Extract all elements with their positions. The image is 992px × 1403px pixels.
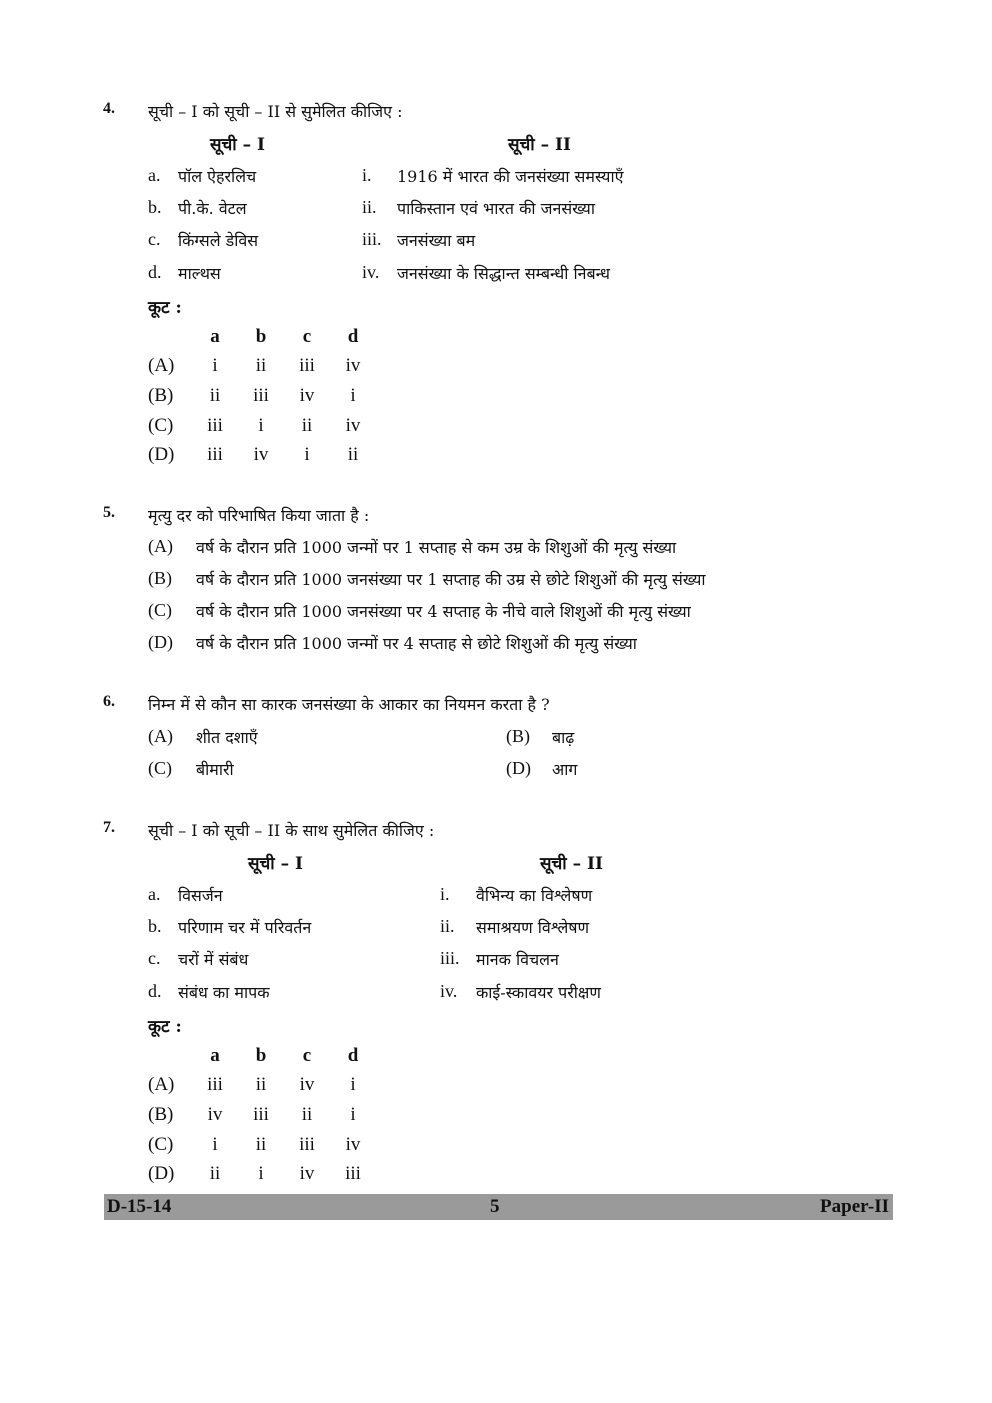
list1-item: संबंध का मापक xyxy=(178,983,270,1002)
code-cell: iii xyxy=(253,1103,269,1125)
option-text: आग xyxy=(552,760,578,779)
code-cell: ii xyxy=(255,1133,267,1155)
list1-item: परिणाम चर में परिवर्तन xyxy=(178,918,312,937)
option-text: शीत दशाएँ xyxy=(196,728,258,747)
footer-paper-code: D-15-14 xyxy=(107,1196,172,1217)
list1-label: a. xyxy=(148,884,161,904)
list2-header: सूची – II xyxy=(508,135,571,155)
code-column-header: a xyxy=(210,325,220,347)
code-header-row xyxy=(148,1041,376,1071)
list1-item: चरों में संबंध xyxy=(178,950,249,969)
code-row xyxy=(148,352,376,382)
list1-label: b. xyxy=(148,197,162,217)
list2-item: 1916 में भारत की जनसंख्या समस्याएँ xyxy=(397,167,624,186)
list1-item: किंग्सले डेविस xyxy=(178,231,259,250)
list1-label: a. xyxy=(148,165,161,185)
option-label: (A) xyxy=(148,726,173,746)
code-cell: i xyxy=(258,1163,264,1185)
code-cell: iv xyxy=(299,384,315,406)
code-cell: ii xyxy=(255,355,267,377)
code-option: (A) xyxy=(148,355,175,377)
code-row xyxy=(148,1100,376,1130)
question-number: 6. xyxy=(103,693,115,710)
question-text: सूची – I को सूची – II से सुमेलित कीजिए : xyxy=(148,102,403,121)
code-cell: iv xyxy=(253,444,269,466)
list2-label: iv. xyxy=(362,262,380,282)
footer-page-number: 5 xyxy=(490,1196,500,1217)
code-row xyxy=(148,1071,376,1101)
code-cell: i xyxy=(350,1103,356,1125)
code-cell: ii xyxy=(301,1103,313,1125)
list2-header: सूची – II xyxy=(540,854,603,874)
list1-label: d. xyxy=(148,981,162,1001)
option-label: (B) xyxy=(148,568,172,588)
code-column-header: b xyxy=(255,1044,267,1066)
code-option: (D) xyxy=(148,1163,175,1185)
list2-label: iii. xyxy=(362,229,382,249)
option-text: बाढ़ xyxy=(552,728,575,747)
code-cell: i xyxy=(350,1074,356,1096)
option-label: (C) xyxy=(148,600,172,620)
code-cell: i xyxy=(258,414,264,436)
code-cell: iv xyxy=(345,355,361,377)
code-cell: iv xyxy=(345,414,361,436)
list2-label: i. xyxy=(440,884,450,904)
list1-header: सूची – I xyxy=(210,135,265,155)
option-text: वर्ष के दौरान प्रति 1000 जनसंख्या पर 1 सप्ताह की उम्र से छोटे शिशुओं की मृत्यु संख्या xyxy=(196,570,706,589)
list2-item: जनसंख्या बम xyxy=(397,231,476,250)
option-text: वर्ष के दौरान प्रति 1000 जन्मों पर 4 सप्ताह से छोटे शिशुओं की मृत्यु संख्या xyxy=(196,634,637,653)
list2-label: iv. xyxy=(440,981,458,1001)
list2-label: ii. xyxy=(440,916,455,936)
code-column-header: b xyxy=(255,325,267,347)
code-cell: i xyxy=(304,444,310,466)
list2-item: काई-स्कावयर परीक्षण xyxy=(476,983,601,1002)
code-row xyxy=(148,1130,376,1160)
list1-label: b. xyxy=(148,916,162,936)
code-cell: iii xyxy=(299,355,315,377)
code-cell: ii xyxy=(209,384,221,406)
code-cell: iii xyxy=(207,444,223,466)
list1-label: c. xyxy=(148,229,161,249)
code-table xyxy=(148,1041,376,1189)
code-table xyxy=(148,322,376,470)
question-number: 4. xyxy=(103,100,115,117)
question-number: 7. xyxy=(103,819,115,836)
footer-paper-name: Paper-II xyxy=(820,1196,889,1217)
code-column-header: a xyxy=(210,1044,220,1066)
question-text: निम्न में से कौन सा कारक जनसंख्या के आकार का नियमन करता है ? xyxy=(148,695,550,714)
code-option: (C) xyxy=(148,414,174,436)
code-label: कूट : xyxy=(148,298,182,318)
code-row xyxy=(148,440,376,470)
code-cell: iv xyxy=(207,1103,223,1125)
code-option: (A) xyxy=(148,1074,175,1096)
code-cell: iii xyxy=(299,1133,315,1155)
question-text: मृत्यु दर को परिभाषित किया जाता है : xyxy=(148,506,370,525)
code-row xyxy=(148,381,376,411)
code-cell: iii xyxy=(253,384,269,406)
list2-label: i. xyxy=(362,165,372,185)
code-cell: i xyxy=(212,1133,218,1155)
list1-item: माल्थस xyxy=(178,264,221,283)
option-label: (D) xyxy=(148,632,173,652)
list1-label: c. xyxy=(148,948,161,968)
code-row xyxy=(148,1159,376,1189)
code-cell: i xyxy=(350,384,356,406)
list2-item: मानक विचलन xyxy=(476,950,559,969)
code-cell: ii xyxy=(255,1074,267,1096)
code-cell: iii xyxy=(207,414,223,436)
code-cell: iv xyxy=(299,1074,315,1096)
code-option: (B) xyxy=(148,384,174,406)
list2-item: वैभिन्य का विश्लेषण xyxy=(476,886,593,905)
list2-item: जनसंख्या के सिद्धान्त सम्बन्धी निबन्ध xyxy=(397,264,610,283)
code-cell: iii xyxy=(207,1074,223,1096)
code-cell: ii xyxy=(301,414,313,436)
code-option: (B) xyxy=(148,1103,174,1125)
code-cell: iii xyxy=(345,1163,361,1185)
list2-item: पाकिस्तान एवं भारत की जनसंख्या xyxy=(397,199,595,218)
option-text: बीमारी xyxy=(196,760,234,779)
code-column-header: c xyxy=(302,1044,312,1066)
option-label: (C) xyxy=(148,758,172,778)
code-column-header: c xyxy=(302,325,312,347)
question-number: 5. xyxy=(103,504,115,521)
list2-label: ii. xyxy=(362,197,377,217)
code-cell: ii xyxy=(347,444,359,466)
code-column-header: d xyxy=(347,325,359,347)
list2-label: iii. xyxy=(440,948,460,968)
code-cell: iv xyxy=(345,1133,361,1155)
code-option: (D) xyxy=(148,444,175,466)
list1-header: सूची – I xyxy=(248,854,303,874)
code-row xyxy=(148,411,376,441)
list2-item: समाश्रयण विश्लेषण xyxy=(476,918,590,937)
code-label: कूट : xyxy=(148,1017,182,1037)
option-label: (A) xyxy=(148,536,173,556)
code-cell: iv xyxy=(299,1163,315,1185)
code-option: (C) xyxy=(148,1133,174,1155)
option-label: (D) xyxy=(506,758,531,778)
question-text: सूची – I को सूची – II के साथ सुमेलित कीजिए : xyxy=(148,821,435,840)
code-cell: i xyxy=(212,355,218,377)
list1-item: विसर्जन xyxy=(178,886,223,905)
code-cell: ii xyxy=(209,1163,221,1185)
list1-label: d. xyxy=(148,262,162,282)
page-footer xyxy=(104,1194,893,1220)
option-label: (B) xyxy=(506,726,530,746)
list1-item: पी.के. वेटल xyxy=(178,199,247,218)
code-header-row xyxy=(148,322,376,352)
code-column-header: d xyxy=(347,1044,359,1066)
list1-item: पॉल ऐहरलिच xyxy=(178,167,257,186)
option-text: वर्ष के दौरान प्रति 1000 जनसंख्या पर 4 सप्ताह के नीचे वाले शिशुओं की मृत्यु संख्या xyxy=(196,602,691,621)
option-text: वर्ष के दौरान प्रति 1000 जन्मों पर 1 सप्ताह से कम उम्र के शिशुओं की मृत्यु संख्या xyxy=(196,538,677,557)
